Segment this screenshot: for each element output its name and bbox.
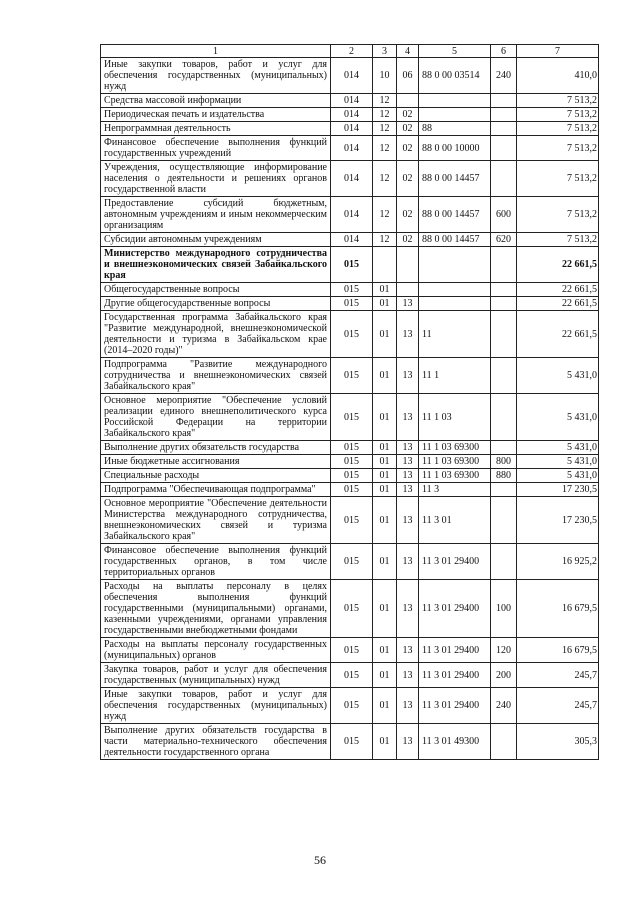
row-podrazdel-cell: 13 (397, 663, 419, 688)
row-razdel-cell: 01 (373, 311, 397, 358)
table-row (101, 136, 599, 161)
row-name-cell: Подпрограмма "Развитие международного сотрудничества и внешнеэкономических связей Забайкальского края" (101, 358, 331, 394)
row-podrazdel-cell: 13 (397, 688, 419, 724)
row-vedomstvo-cell: 015 (331, 311, 373, 358)
row-podrazdel-cell: 02 (397, 233, 419, 247)
row-podrazdel-cell (397, 94, 419, 108)
budget-table (100, 44, 599, 760)
row-vedomstvo-cell: 015 (331, 247, 373, 283)
row-vr-cell: 100 (491, 580, 517, 638)
row-razdel-cell: 01 (373, 638, 397, 663)
row-csr-cell: 11 3 01 29400 (419, 580, 491, 638)
row-vr-cell: 240 (491, 58, 517, 94)
row-name-cell: Иные бюджетные ассигнования (101, 455, 331, 469)
table-row (101, 688, 599, 724)
row-vr-cell (491, 311, 517, 358)
row-podrazdel-cell: 02 (397, 197, 419, 233)
row-razdel-cell: 01 (373, 724, 397, 760)
row-sum-cell: 5 431,0 (517, 394, 599, 441)
row-sum-cell: 305,3 (517, 724, 599, 760)
row-vr-cell (491, 108, 517, 122)
table-row (101, 544, 599, 580)
table-row (101, 161, 599, 197)
row-name-cell: Непрограммная деятельность (101, 122, 331, 136)
row-vedomstvo-cell: 015 (331, 688, 373, 724)
row-sum-cell: 7 513,2 (517, 161, 599, 197)
row-name-cell: Общегосударственные вопросы (101, 283, 331, 297)
row-csr-cell (419, 297, 491, 311)
row-name-cell: Специальные расходы (101, 469, 331, 483)
row-csr-cell: 88 0 00 14457 (419, 233, 491, 247)
row-csr-cell: 11 (419, 311, 491, 358)
row-csr-cell: 11 3 01 29400 (419, 663, 491, 688)
row-vr-cell (491, 497, 517, 544)
table-header-row (101, 45, 599, 58)
table-row (101, 122, 599, 136)
table-row (101, 580, 599, 638)
row-razdel-cell: 01 (373, 283, 397, 297)
row-podrazdel-cell: 13 (397, 483, 419, 497)
row-csr-cell: 11 1 03 (419, 394, 491, 441)
row-podrazdel-cell (397, 283, 419, 297)
row-name-cell: Учреждения, осуществляющие информирование населения о деятельности и решениях органов государственной власти (101, 161, 331, 197)
table-row (101, 497, 599, 544)
row-csr-cell: 11 3 01 29400 (419, 544, 491, 580)
row-podrazdel-cell: 13 (397, 497, 419, 544)
row-podrazdel-cell (397, 247, 419, 283)
table-row (101, 311, 599, 358)
row-name-cell: Другие общегосударственные вопросы (101, 297, 331, 311)
row-csr-cell: 11 1 (419, 358, 491, 394)
row-vr-cell (491, 247, 517, 283)
table-row (101, 283, 599, 297)
row-podrazdel-cell: 13 (397, 455, 419, 469)
row-name-cell: Субсидии автономным учреждениям (101, 233, 331, 247)
row-name-cell: Министерство международного сотрудничества и внешнеэкономических связей Забайкальского края (101, 247, 331, 283)
row-vedomstvo-cell: 014 (331, 94, 373, 108)
header-col-4: 4 (397, 45, 419, 58)
row-sum-cell: 410,0 (517, 58, 599, 94)
row-vr-cell (491, 297, 517, 311)
row-podrazdel-cell: 06 (397, 58, 419, 94)
row-sum-cell: 7 513,2 (517, 94, 599, 108)
row-name-cell: Иные закупки товаров, работ и услуг для обеспечения государственных (муниципальных) нужд (101, 688, 331, 724)
row-vr-cell (491, 122, 517, 136)
row-vedomstvo-cell: 015 (331, 544, 373, 580)
row-vedomstvo-cell: 015 (331, 483, 373, 497)
row-sum-cell: 5 431,0 (517, 469, 599, 483)
row-sum-cell: 16 679,5 (517, 580, 599, 638)
row-csr-cell: 11 3 01 29400 (419, 688, 491, 724)
row-razdel-cell: 12 (373, 122, 397, 136)
row-name-cell: Иные закупки товаров, работ и услуг для обеспечения государственных (муниципальных) нужд (101, 58, 331, 94)
row-podrazdel-cell: 02 (397, 108, 419, 122)
row-podrazdel-cell: 02 (397, 136, 419, 161)
row-vedomstvo-cell: 014 (331, 136, 373, 161)
row-name-cell: Подпрограмма "Обеспечивающая подпрограмма" (101, 483, 331, 497)
header-col-5: 5 (419, 45, 491, 58)
row-sum-cell: 22 661,5 (517, 283, 599, 297)
budget-table-body (101, 45, 599, 760)
table-row (101, 663, 599, 688)
row-csr-cell: 88 0 00 10000 (419, 136, 491, 161)
row-podrazdel-cell: 02 (397, 161, 419, 197)
page-number: 56 (314, 853, 326, 867)
row-vr-cell: 600 (491, 197, 517, 233)
row-sum-cell: 16 679,5 (517, 638, 599, 663)
row-csr-cell (419, 108, 491, 122)
header-col-6: 6 (491, 45, 517, 58)
table-row (101, 394, 599, 441)
row-razdel-cell: 01 (373, 580, 397, 638)
row-csr-cell: 88 (419, 122, 491, 136)
row-vedomstvo-cell: 015 (331, 663, 373, 688)
row-vedomstvo-cell: 015 (331, 455, 373, 469)
table-row (101, 233, 599, 247)
row-vr-cell (491, 544, 517, 580)
row-vedomstvo-cell: 015 (331, 469, 373, 483)
row-sum-cell: 7 513,2 (517, 122, 599, 136)
table-row (101, 455, 599, 469)
row-csr-cell (419, 283, 491, 297)
row-name-cell: Предоставление субсидий бюджетным, автономным учреждениям и иным некоммерческим организациям (101, 197, 331, 233)
row-podrazdel-cell: 13 (397, 358, 419, 394)
row-name-cell: Закупка товаров, работ и услуг для обеспечения государственных (муниципальных) нужд (101, 663, 331, 688)
row-vr-cell (491, 283, 517, 297)
table-row (101, 638, 599, 663)
row-csr-cell: 11 3 01 49300 (419, 724, 491, 760)
row-razdel-cell: 01 (373, 497, 397, 544)
row-vr-cell: 800 (491, 455, 517, 469)
row-vr-cell (491, 441, 517, 455)
row-name-cell: Выполнение других обязательств государства (101, 441, 331, 455)
row-vr-cell (491, 136, 517, 161)
row-vr-cell: 120 (491, 638, 517, 663)
row-vr-cell (491, 483, 517, 497)
row-vr-cell (491, 358, 517, 394)
row-razdel-cell (373, 247, 397, 283)
row-vedomstvo-cell: 015 (331, 283, 373, 297)
row-name-cell: Государственная программа Забайкальского края "Развитие международной, внешнеэкономической деятельности и туризма в Забайкальском крае (2014–2020 годы)" (101, 311, 331, 358)
row-vr-cell: 620 (491, 233, 517, 247)
row-name-cell: Расходы на выплаты персоналу в целях обеспечения выполнения функций государственными (муниципальными) органами, казенными учреждениями, органами управления государственными внебюджетными фондами (101, 580, 331, 638)
table-row (101, 108, 599, 122)
row-podrazdel-cell: 13 (397, 724, 419, 760)
row-vedomstvo-cell: 014 (331, 122, 373, 136)
row-name-cell: Финансовое обеспечение выполнения функций государственных органов, в том числе территориальных органов (101, 544, 331, 580)
row-csr-cell: 88 0 00 03514 (419, 58, 491, 94)
row-vedomstvo-cell: 015 (331, 297, 373, 311)
header-col-3: 3 (373, 45, 397, 58)
table-row (101, 469, 599, 483)
row-razdel-cell: 01 (373, 469, 397, 483)
row-name-cell: Периодическая печать и издательства (101, 108, 331, 122)
row-vedomstvo-cell: 015 (331, 724, 373, 760)
row-vedomstvo-cell: 014 (331, 108, 373, 122)
row-podrazdel-cell: 02 (397, 122, 419, 136)
row-razdel-cell: 10 (373, 58, 397, 94)
row-vedomstvo-cell: 014 (331, 58, 373, 94)
row-razdel-cell: 12 (373, 161, 397, 197)
row-sum-cell: 22 661,5 (517, 311, 599, 358)
row-vedomstvo-cell: 015 (331, 441, 373, 455)
header-col-1: 1 (101, 45, 331, 58)
row-vr-cell: 240 (491, 688, 517, 724)
row-csr-cell: 11 1 03 69300 (419, 469, 491, 483)
row-csr-cell: 88 0 00 14457 (419, 197, 491, 233)
row-sum-cell: 7 513,2 (517, 108, 599, 122)
row-csr-cell (419, 94, 491, 108)
row-razdel-cell: 12 (373, 136, 397, 161)
row-razdel-cell: 01 (373, 455, 397, 469)
row-vedomstvo-cell: 014 (331, 233, 373, 247)
header-col-2: 2 (331, 45, 373, 58)
row-csr-cell: 88 0 00 14457 (419, 161, 491, 197)
table-row (101, 441, 599, 455)
table-row (101, 247, 599, 283)
row-vr-cell: 200 (491, 663, 517, 688)
row-name-cell: Расходы на выплаты персоналу государственных (муниципальных) органов (101, 638, 331, 663)
row-sum-cell: 5 431,0 (517, 358, 599, 394)
row-name-cell: Финансовое обеспечение выполнения функций государственных учреждений (101, 136, 331, 161)
row-razdel-cell: 01 (373, 688, 397, 724)
row-csr-cell: 11 3 (419, 483, 491, 497)
row-sum-cell: 17 230,5 (517, 483, 599, 497)
row-podrazdel-cell: 13 (397, 544, 419, 580)
row-razdel-cell: 01 (373, 297, 397, 311)
row-podrazdel-cell: 13 (397, 297, 419, 311)
row-razdel-cell: 01 (373, 441, 397, 455)
row-razdel-cell: 01 (373, 663, 397, 688)
row-razdel-cell: 12 (373, 233, 397, 247)
row-sum-cell: 7 513,2 (517, 233, 599, 247)
row-sum-cell: 7 513,2 (517, 136, 599, 161)
row-razdel-cell: 01 (373, 394, 397, 441)
row-vr-cell: 880 (491, 469, 517, 483)
row-vr-cell (491, 161, 517, 197)
row-vedomstvo-cell: 015 (331, 394, 373, 441)
row-csr-cell (419, 247, 491, 283)
table-row (101, 724, 599, 760)
row-sum-cell: 22 661,5 (517, 297, 599, 311)
row-podrazdel-cell: 13 (397, 469, 419, 483)
row-csr-cell: 11 1 03 69300 (419, 455, 491, 469)
row-sum-cell: 17 230,5 (517, 497, 599, 544)
table-row (101, 58, 599, 94)
row-vedomstvo-cell: 014 (331, 197, 373, 233)
row-sum-cell: 5 431,0 (517, 455, 599, 469)
row-razdel-cell: 01 (373, 544, 397, 580)
row-podrazdel-cell: 13 (397, 441, 419, 455)
row-name-cell: Средства массовой информации (101, 94, 331, 108)
row-podrazdel-cell: 13 (397, 580, 419, 638)
row-podrazdel-cell: 13 (397, 394, 419, 441)
row-sum-cell: 245,7 (517, 688, 599, 724)
row-podrazdel-cell: 13 (397, 311, 419, 358)
row-name-cell: Выполнение других обязательств государства в части материально-технического обеспечения деятельности государственного органа (101, 724, 331, 760)
row-name-cell: Основное мероприятие "Обеспечение условий реализации единого внешнеполитического курса Российской Федерации на территории Забайкальского края" (101, 394, 331, 441)
table-row (101, 94, 599, 108)
row-vedomstvo-cell: 015 (331, 580, 373, 638)
table-row (101, 483, 599, 497)
row-vedomstvo-cell: 015 (331, 497, 373, 544)
table-row (101, 297, 599, 311)
row-csr-cell: 11 1 03 69300 (419, 441, 491, 455)
row-sum-cell: 16 925,2 (517, 544, 599, 580)
row-razdel-cell: 01 (373, 483, 397, 497)
table-row (101, 358, 599, 394)
row-sum-cell: 245,7 (517, 663, 599, 688)
row-podrazdel-cell: 13 (397, 638, 419, 663)
row-vr-cell (491, 724, 517, 760)
row-sum-cell: 22 661,5 (517, 247, 599, 283)
row-vedomstvo-cell: 015 (331, 638, 373, 663)
row-razdel-cell: 01 (373, 358, 397, 394)
row-vr-cell (491, 394, 517, 441)
row-razdel-cell: 12 (373, 94, 397, 108)
row-vedomstvo-cell: 015 (331, 358, 373, 394)
row-razdel-cell: 12 (373, 108, 397, 122)
row-razdel-cell: 12 (373, 197, 397, 233)
header-col-7: 7 (517, 45, 599, 58)
row-csr-cell: 11 3 01 (419, 497, 491, 544)
table-row (101, 197, 599, 233)
row-sum-cell: 5 431,0 (517, 441, 599, 455)
row-csr-cell: 11 3 01 29400 (419, 638, 491, 663)
row-sum-cell: 7 513,2 (517, 197, 599, 233)
row-vedomstvo-cell: 014 (331, 161, 373, 197)
row-name-cell: Основное мероприятие "Обеспечение деятельности Министерства международного сотрудничества, внешнеэкономических связей и туризма Забайкальского края" (101, 497, 331, 544)
row-vr-cell (491, 94, 517, 108)
